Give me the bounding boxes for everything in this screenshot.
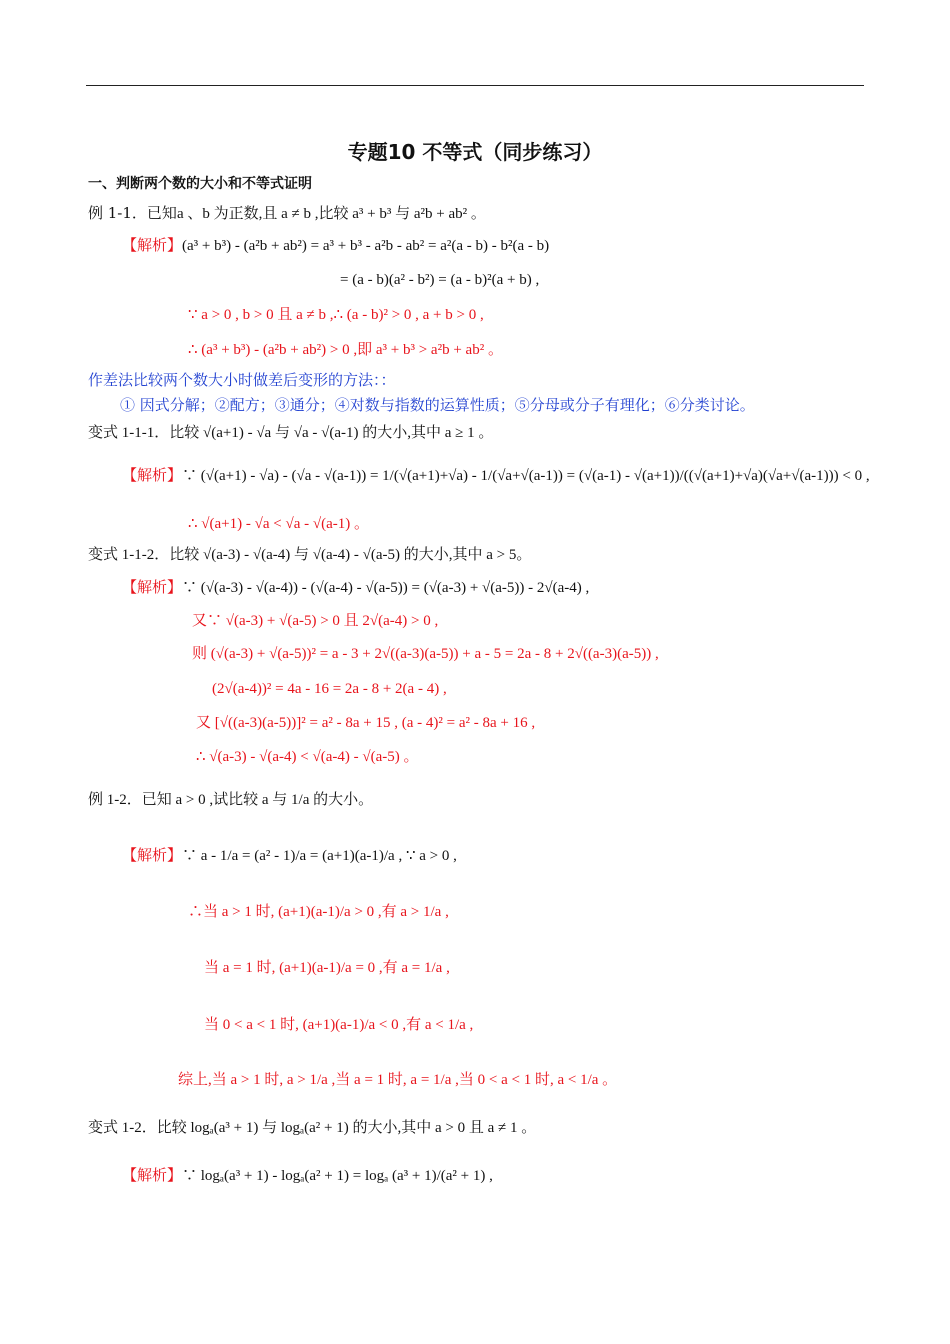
solution-line bbox=[122, 846, 457, 866]
solution-line: ∴当 a > 1 时, (a+1)(a-1)/a > 0 ,有 a > 1/a , bbox=[188, 904, 449, 920]
formula: ∵ (√(a+1) - √a) - (√a - √(a-1)) = 1/(√(a+1)+√a) - 1/(√a+√(a-1)) = (√(a-1) - √(a+1))/((√(a+1)+√a)(√a+√(a-1))) < 0 , bbox=[182, 468, 870, 484]
solution-line: 综上,当 a > 1 时, a > 1/a ,当 a = 1 时, a = 1/a ,当 0 < a < 1 时, a < 1/a 。 bbox=[178, 1072, 618, 1088]
solution-line bbox=[340, 270, 539, 290]
solution-line bbox=[188, 514, 369, 534]
solution-line: ∴ √(a-3) - √(a-4) < √(a-4) - √(a-5) 。 bbox=[196, 749, 419, 765]
solution-line bbox=[122, 236, 549, 256]
formula: (a³ + b³) - (a²b + ab²) = a³ + b³ - a²b - ab² = a²(a - b) - b²(a - b) bbox=[182, 238, 550, 254]
solution-line: 又 [√((a-3)(a-5))]² = a² - 8a + 15 , (a - 4)² = a² - 8a + 16 , bbox=[196, 715, 536, 731]
solution-line: 又∵ √(a-3) + √(a-5) > 0 且 2√(a-4) > 0 , bbox=[192, 613, 439, 629]
solution-line bbox=[122, 1166, 493, 1186]
solution-line: (2√(a-4))² = 4a - 16 = 2a - 8 + 2(a - 4) , bbox=[212, 681, 447, 697]
example-label: 例 1-1．已知 bbox=[88, 204, 177, 222]
solution-label: 【解析】 bbox=[122, 468, 183, 484]
formula: ∴ (a³ + b³) - (a²b + ab²) > 0 ,即 a³ + b³ > a²b + ab² 。 bbox=[188, 342, 503, 358]
solution-label: 【解析】 bbox=[122, 580, 183, 596]
formula: ∵ (√(a-3) - √(a-4)) - (√(a-4) - √(a-5)) = (√(a-3) + √(a-5)) - 2√(a-4) , bbox=[182, 580, 590, 596]
solution-line bbox=[122, 578, 589, 598]
formula: ∵ logₐ(a³ + 1) - logₐ(a² + 1) = logₐ (a³ + 1)/(a² + 1) , bbox=[182, 1168, 493, 1184]
method-title: 作差法比较两个数大小时做差后变形的方法：： bbox=[88, 371, 396, 389]
formula: ∵ a > 0 , b > 0 且 a ≠ b ,∴ (a - b)² > 0 , a + b > 0 , bbox=[188, 307, 484, 323]
solution-line bbox=[188, 340, 503, 360]
example-text: a 、b 为正数,且 a ≠ b ,比较 a³ + b³ 与 a²b + ab² 。 bbox=[176, 206, 486, 222]
method-list: ① 因式分解；②配方；③通分；④对数与指数的运算性质；⑤分母或分子有理化；⑥分类讨论。 bbox=[120, 396, 755, 414]
solution-label: 【解析】 bbox=[122, 238, 183, 254]
header-rule bbox=[86, 85, 864, 86]
variant-1-1-2-question: 变式 1-1-2．比较 √(a-3) - √(a-4) 与 √(a-4) - √(a-5) 的大小,其中 a > 5。 bbox=[88, 547, 532, 563]
solution-line: 当 0 < a < 1 时, (a+1)(a-1)/a < 0 ,有 a < 1/a , bbox=[204, 1017, 474, 1033]
solution-label: 【解析】 bbox=[122, 848, 183, 864]
solution-label: 【解析】 bbox=[122, 1168, 183, 1184]
section-heading: 一、判断两个数的大小和不等式证明 bbox=[88, 176, 312, 192]
solution-line: 当 a = 1 时, (a+1)(a-1)/a = 0 ,有 a = 1/a , bbox=[204, 960, 450, 976]
example-1-1-question bbox=[88, 203, 486, 224]
solution-line bbox=[122, 466, 870, 486]
variant-1-1-1-question: 变式 1-1-1．比较 √(a+1) - √a 与 √a - √(a-1) 的大小,其中 a ≥ 1 。 bbox=[88, 425, 494, 441]
page-title: 专题10 不等式（同步练习） bbox=[347, 140, 603, 164]
variant-1-2-question: 变式 1-2．比较 logₐ(a³ + 1) 与 logₐ(a² + 1) 的大小,其中 a > 0 且 a ≠ 1 。 bbox=[88, 1120, 537, 1136]
formula: = (a - b)(a² - b²) = (a - b)²(a + b) , bbox=[340, 272, 540, 288]
solution-line: 则 (√(a-3) + √(a-5))² = a - 3 + 2√((a-3)(a-5)) + a - 5 = 2a - 8 + 2√((a-3)(a-5)) , bbox=[192, 646, 659, 662]
formula: ∵ a - 1/a = (a² - 1)/a = (a+1)(a-1)/a , ∵ a > 0 , bbox=[182, 848, 457, 864]
solution-line bbox=[188, 305, 484, 325]
formula: ∴ √(a+1) - √a < √a - √(a-1) 。 bbox=[188, 516, 369, 532]
example-1-2-question: 例 1-2．已知 a > 0 ,试比较 a 与 1/a 的大小。 bbox=[88, 792, 374, 808]
